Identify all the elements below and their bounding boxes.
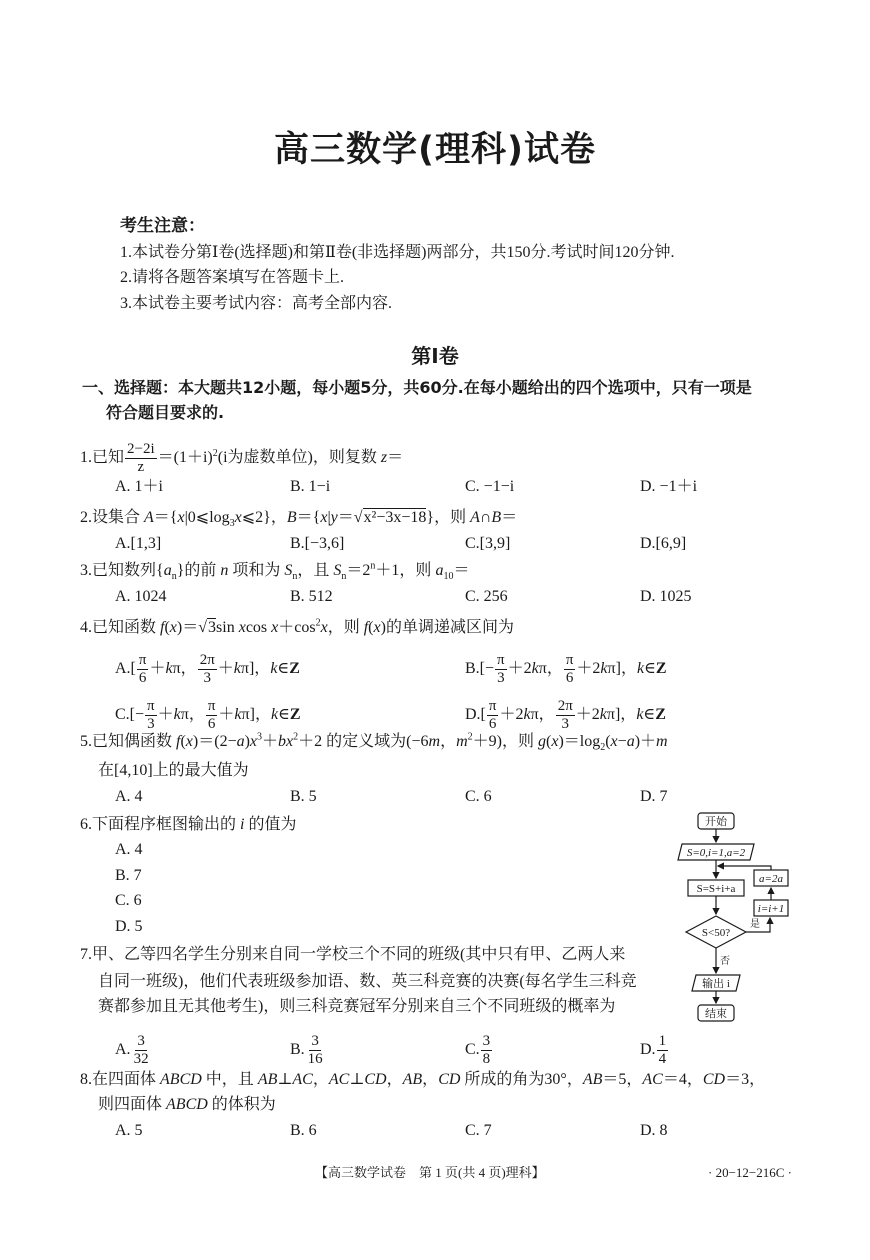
fraction bbox=[132, 1033, 151, 1068]
text-run: C. −1−i bbox=[465, 478, 515, 495]
subscript: 10 bbox=[443, 571, 454, 583]
text-run: π]， bbox=[606, 706, 637, 724]
text-run: B. 5 bbox=[290, 788, 317, 805]
condition-label: S<50? bbox=[701, 927, 731, 939]
denominator: 32 bbox=[133, 1051, 149, 1067]
math-variable: f bbox=[160, 619, 165, 636]
fraction bbox=[556, 698, 575, 733]
text-run: D.[ bbox=[465, 706, 486, 724]
numerator: 2π bbox=[557, 698, 573, 714]
text-run: ＋ bbox=[262, 733, 279, 750]
math-variable: A bbox=[470, 509, 480, 526]
math-variable: x bbox=[234, 509, 242, 526]
text-run: ＝2 bbox=[346, 562, 371, 579]
text-run: ( bbox=[180, 733, 186, 750]
question-5-stem-cont bbox=[98, 761, 249, 781]
option-c bbox=[115, 891, 142, 911]
numerator: 3 bbox=[311, 1033, 319, 1049]
numerator: 3 bbox=[482, 1033, 491, 1049]
numerator: π bbox=[565, 652, 574, 668]
part-heading: 第Ⅰ卷 bbox=[411, 344, 459, 368]
text-run: B. 6 bbox=[290, 1122, 317, 1139]
radicand: x²−3x−18 bbox=[363, 509, 427, 526]
text-run: 在[4,10]上的最大值为 bbox=[98, 762, 249, 779]
footer-page-info: 【高三数学试卷 第 1 页(共 4 页)理科】 bbox=[315, 1165, 545, 1180]
math-variable: k bbox=[636, 706, 644, 724]
fraction bbox=[495, 652, 507, 687]
math-variable: x bbox=[320, 509, 328, 526]
radicand: 3 bbox=[208, 619, 217, 636]
math-variable: k bbox=[270, 660, 278, 678]
math-variable: x bbox=[177, 509, 185, 526]
text-run: C. 6 bbox=[465, 788, 492, 805]
text-run: B.[− bbox=[465, 660, 495, 678]
text-run: ＝{ bbox=[296, 509, 321, 526]
text-run: A. 4 bbox=[115, 841, 143, 858]
superscript: 2 bbox=[293, 731, 299, 743]
text-run: ( bbox=[368, 619, 374, 636]
question-5-stem bbox=[80, 732, 668, 752]
superscript: 2 bbox=[315, 617, 321, 629]
math-variable: S bbox=[284, 562, 293, 579]
superscript: n bbox=[370, 560, 376, 572]
denominator: 3 bbox=[203, 670, 211, 686]
math-variable: AC bbox=[328, 1071, 350, 1088]
inc-i-label: i=i+1 bbox=[757, 903, 785, 915]
option-c bbox=[115, 698, 301, 733]
text-run: ＝5， bbox=[602, 1071, 643, 1088]
text-run: ＋2 bbox=[575, 706, 600, 724]
text-run: A. 5 bbox=[115, 1122, 143, 1139]
numerator: 3 bbox=[137, 1033, 145, 1049]
fraction bbox=[198, 652, 217, 687]
fraction bbox=[487, 698, 499, 733]
text-run: }的前 bbox=[176, 562, 221, 579]
math-variable: k bbox=[234, 706, 242, 724]
text-run: ( bbox=[605, 733, 611, 750]
option-a bbox=[115, 534, 161, 554]
option-d bbox=[640, 1121, 668, 1141]
math-variable: n bbox=[220, 562, 229, 579]
question-7-stem bbox=[80, 945, 625, 965]
start-label: 开始 bbox=[705, 816, 727, 828]
option-d bbox=[640, 534, 686, 554]
math-variable: CD bbox=[438, 1071, 461, 1088]
text-run: C. 6 bbox=[115, 892, 142, 909]
numerator: π bbox=[138, 652, 147, 668]
text-run: ＋cos bbox=[278, 619, 316, 636]
text-run: )的单调递减区间为 bbox=[380, 619, 514, 636]
denominator: 3 bbox=[497, 670, 505, 686]
fraction bbox=[481, 1033, 493, 1068]
option-a bbox=[115, 477, 163, 497]
math-variable: x bbox=[610, 733, 618, 750]
text-run: 所成的角为30°， bbox=[460, 1071, 583, 1088]
option-b bbox=[290, 587, 333, 607]
text-run: ＝ bbox=[501, 509, 518, 526]
text-run: ＝ bbox=[387, 449, 404, 467]
notice-heading: 考生注意： bbox=[120, 216, 205, 236]
math-variable: x bbox=[238, 619, 246, 636]
question-1-stem bbox=[80, 441, 403, 476]
update-s-label: S=S+i+a bbox=[696, 883, 736, 895]
math-variable: a bbox=[435, 562, 444, 579]
math-variable: a bbox=[236, 733, 245, 750]
text-run: ＝4， bbox=[662, 1071, 703, 1088]
fraction bbox=[306, 1033, 325, 1068]
text-run: π]， bbox=[241, 706, 271, 724]
question-8-stem bbox=[80, 1070, 765, 1090]
option-d bbox=[465, 698, 666, 733]
option-a bbox=[115, 587, 167, 607]
text-run: ， bbox=[440, 733, 457, 750]
math-variable: ABCD bbox=[160, 1071, 202, 1088]
text-run: A. 1＋i bbox=[115, 478, 164, 495]
text-run: ， bbox=[422, 1071, 439, 1088]
text-run: ) bbox=[244, 733, 250, 750]
option-b bbox=[290, 787, 317, 807]
yes-label: 是 bbox=[750, 919, 760, 930]
text-run: ＝√ bbox=[337, 509, 363, 526]
text-run: B. 7 bbox=[115, 867, 142, 884]
text-run: D. −1＋i bbox=[640, 478, 698, 495]
text-run: ( bbox=[164, 619, 170, 636]
math-set: Z bbox=[289, 706, 301, 724]
math-variable: y bbox=[330, 509, 338, 526]
text-run: A. 4 bbox=[115, 788, 143, 805]
text-run: 则四面体 bbox=[98, 1096, 167, 1113]
fraction bbox=[206, 698, 218, 733]
option-a bbox=[115, 1121, 143, 1141]
option-b bbox=[290, 1121, 317, 1141]
notice-item: 1.本试卷分第Ⅰ卷(选择题)和第Ⅱ卷(非选择题)两部分，共150分.考试时间120分钟. bbox=[120, 244, 675, 261]
question-7-stem-cont bbox=[98, 997, 615, 1017]
superscript: 3 bbox=[257, 731, 263, 743]
double-a-label: a=2a bbox=[759, 873, 783, 885]
text-run: 自同一班级)，他们代表班级参加语、数、英三科竞赛的决赛(每名学生三科竞 bbox=[98, 973, 637, 990]
numerator: 2−2i bbox=[127, 441, 155, 457]
denominator: 6 bbox=[138, 670, 147, 686]
text-run: 的值为 bbox=[244, 816, 297, 833]
text-run: ＋2 bbox=[576, 660, 601, 678]
math-variable: z bbox=[380, 449, 388, 467]
text-run: 的体积为 bbox=[207, 1096, 276, 1113]
text-run: ＝(1＋i) bbox=[157, 449, 213, 467]
text-run: B.[−3,6] bbox=[290, 535, 345, 552]
math-variable: k bbox=[599, 706, 607, 724]
text-run: D. 1025 bbox=[640, 588, 692, 605]
math-variable: k bbox=[233, 660, 241, 678]
math-variable: x bbox=[551, 733, 559, 750]
option-d bbox=[640, 787, 668, 807]
text-run: sin bbox=[216, 619, 239, 636]
option-c bbox=[465, 1121, 492, 1141]
option-d bbox=[640, 477, 697, 497]
question-3-stem bbox=[80, 561, 469, 581]
text-run: π， bbox=[172, 660, 197, 678]
option-c bbox=[465, 787, 492, 807]
text-run: ＋9)，则 bbox=[472, 733, 538, 750]
text-run: ，则 bbox=[327, 619, 364, 636]
math-variable: a bbox=[163, 562, 172, 579]
text-run: C.[− bbox=[115, 706, 145, 724]
text-run: ， bbox=[386, 1071, 403, 1088]
math-variable: m bbox=[656, 733, 668, 750]
end-label: 结束 bbox=[705, 1008, 727, 1020]
fraction bbox=[145, 698, 157, 733]
denominator: 8 bbox=[482, 1051, 491, 1067]
math-variable: k bbox=[523, 706, 531, 724]
math-variable: m bbox=[428, 733, 441, 750]
math-variable: k bbox=[600, 660, 608, 678]
text-run: ⩽2}， bbox=[241, 509, 287, 526]
text-run: ( bbox=[546, 733, 552, 750]
math-variable: x bbox=[320, 619, 328, 636]
text-run: C. 256 bbox=[465, 588, 508, 605]
math-variable: k bbox=[270, 706, 279, 724]
text-run: ＋ bbox=[218, 706, 235, 724]
section-instructions: 一、选择题：本大题共12小题，每小题5分，共60分.在每小题给出的四个选项中，只有一项是 bbox=[82, 378, 752, 397]
fraction bbox=[657, 1033, 669, 1068]
math-set: Z bbox=[655, 660, 667, 678]
math-variable: B bbox=[286, 509, 297, 526]
text-run: 7.甲、乙等四名学生分别来自同一学校三个不同的班级(其中只有甲、乙两人来 bbox=[80, 946, 626, 963]
text-run: 8.在四面体 bbox=[80, 1071, 161, 1088]
option-d bbox=[640, 1033, 669, 1068]
subscript: 2 bbox=[600, 742, 606, 754]
math-variable: f bbox=[176, 733, 181, 750]
math-variable: x bbox=[373, 619, 381, 636]
math-variable: i bbox=[240, 816, 245, 833]
denominator: 3 bbox=[561, 716, 569, 732]
math-variable: f bbox=[363, 619, 369, 636]
output-label: 输出 i bbox=[702, 978, 730, 990]
text-run: A.[ bbox=[115, 660, 136, 678]
text-run: )＋ bbox=[634, 733, 657, 750]
text-run: ＋ bbox=[217, 660, 234, 678]
text-run: C.[3,9] bbox=[465, 535, 511, 552]
option-c bbox=[465, 477, 514, 497]
text-run: B. bbox=[290, 1041, 305, 1059]
option-d bbox=[640, 587, 692, 607]
text-run: ＋2 bbox=[499, 706, 524, 724]
question-6-stem bbox=[80, 815, 296, 835]
option-b bbox=[115, 866, 142, 886]
section-instructions-cont: 符合题目要求的. bbox=[106, 403, 225, 422]
text-run: )＝√ bbox=[176, 619, 208, 636]
fraction bbox=[125, 441, 157, 476]
math-variable: x bbox=[271, 619, 279, 636]
numerator: π bbox=[147, 698, 155, 714]
numerator: π bbox=[497, 652, 505, 668]
math-variable: CD bbox=[364, 1071, 387, 1088]
text-run: D. 8 bbox=[640, 1122, 668, 1139]
option-a bbox=[115, 652, 300, 687]
text-run: π]， bbox=[607, 660, 637, 678]
text-run: ， bbox=[312, 1071, 329, 1088]
numerator: π bbox=[207, 698, 216, 714]
text-run: π， bbox=[530, 706, 555, 724]
program-flowchart bbox=[670, 808, 790, 1028]
text-run: 中，且 bbox=[201, 1071, 258, 1088]
denominator: 6 bbox=[207, 716, 216, 732]
text-run: 6.下面程序框图输出的 bbox=[80, 816, 241, 833]
math-variable: bx bbox=[278, 733, 294, 750]
option-d bbox=[115, 917, 143, 937]
math-variable: k bbox=[636, 660, 645, 678]
subscript: n bbox=[292, 571, 298, 583]
text-run: cos bbox=[245, 619, 272, 636]
math-variable: AB bbox=[402, 1071, 423, 1088]
question-8-stem-cont bbox=[98, 1095, 276, 1115]
math-variable: AB bbox=[257, 1071, 278, 1088]
math-variable: B bbox=[491, 509, 502, 526]
text-run: D. bbox=[640, 1041, 656, 1059]
math-set: Z bbox=[655, 706, 666, 724]
math-variable: x bbox=[169, 619, 177, 636]
footer-code: · 20−12−216C · bbox=[708, 1165, 792, 1180]
option-c bbox=[465, 1033, 493, 1068]
text-run: A. 1024 bbox=[115, 588, 167, 605]
option-a bbox=[115, 1033, 152, 1068]
text-run: ，且 bbox=[297, 562, 334, 579]
question-2-stem bbox=[80, 508, 517, 528]
text-run: D. 7 bbox=[640, 788, 668, 805]
text-run: ＋1，则 bbox=[375, 562, 436, 579]
math-variable: ABCD bbox=[166, 1096, 208, 1113]
text-run: ＝3， bbox=[725, 1071, 766, 1088]
subscript: n bbox=[171, 571, 177, 583]
fraction bbox=[137, 652, 149, 687]
text-run: | bbox=[327, 509, 331, 526]
math-variable: g bbox=[538, 733, 546, 750]
math-variable: AC bbox=[292, 1071, 313, 1088]
text-run: |0⩽log bbox=[184, 509, 230, 526]
math-set: Z bbox=[289, 660, 300, 678]
superscript: 2 bbox=[212, 447, 218, 459]
text-run: ⊥ bbox=[349, 1071, 365, 1088]
math-variable: AC bbox=[642, 1071, 663, 1088]
text-run: B. 512 bbox=[290, 588, 333, 605]
text-run: ＋2 bbox=[507, 660, 532, 678]
text-run: ＋ bbox=[157, 706, 174, 724]
denominator: 3 bbox=[147, 716, 155, 732]
page-title: 高三数学(理科)试卷 bbox=[274, 130, 596, 170]
option-a bbox=[115, 787, 143, 807]
text-run: (i为虚数单位)，则复数 bbox=[217, 449, 381, 467]
math-variable: CD bbox=[702, 1071, 726, 1088]
math-variable: k bbox=[165, 660, 173, 678]
text-run: ∈ bbox=[643, 706, 656, 724]
math-variable: x bbox=[249, 733, 258, 750]
text-run: A. bbox=[115, 1041, 131, 1059]
math-variable: A bbox=[144, 509, 154, 526]
fraction bbox=[564, 652, 576, 687]
text-run: C. 7 bbox=[465, 1122, 492, 1139]
math-variable: S bbox=[333, 562, 342, 579]
option-b bbox=[465, 652, 667, 687]
text-run: )＝(2− bbox=[192, 733, 237, 750]
text-run: 赛都参加且无其他考生)，则三科竞赛冠军分别来自三个不同班级的概率为 bbox=[98, 998, 616, 1015]
text-run: ＋2 的定义域为(−6 bbox=[298, 733, 429, 750]
denominator: 4 bbox=[658, 1051, 667, 1067]
notice-item: 3.本试卷主要考试内容：高考全部内容. bbox=[120, 295, 393, 312]
text-run: 1.已知 bbox=[80, 449, 125, 467]
math-variable: AB bbox=[582, 1071, 603, 1088]
denominator: z bbox=[137, 459, 145, 475]
math-variable: k bbox=[531, 660, 539, 678]
text-run: )＝log bbox=[558, 733, 601, 750]
subscript: n bbox=[341, 571, 347, 583]
question-7-stem-cont bbox=[98, 972, 637, 992]
option-a bbox=[115, 840, 143, 860]
text-run: }，则 bbox=[426, 509, 471, 526]
text-run: 3.已知数列{ bbox=[80, 562, 164, 579]
init-label: S=0,i=1,a=2 bbox=[686, 847, 746, 859]
text-run: π， bbox=[538, 660, 563, 678]
subscript: 3 bbox=[229, 518, 235, 530]
option-b bbox=[290, 534, 344, 554]
notice-item: 2.请将各题答案填写在答题卡上. bbox=[120, 269, 345, 286]
text-run: ∩ bbox=[479, 509, 492, 526]
text-run: ＝ bbox=[453, 562, 470, 579]
text-run: D.[6,9] bbox=[640, 535, 687, 552]
text-run: 5.已知偶函数 bbox=[80, 733, 177, 750]
text-run: ⊥ bbox=[277, 1071, 293, 1088]
text-run: 项和为 bbox=[228, 562, 285, 579]
option-c bbox=[465, 587, 508, 607]
math-variable: a bbox=[626, 733, 635, 750]
text-run: 4.已知函数 bbox=[80, 619, 161, 636]
text-run: D. 5 bbox=[115, 918, 143, 935]
numerator: π bbox=[488, 698, 497, 714]
text-run: π， bbox=[180, 706, 205, 724]
numerator: 2π bbox=[199, 652, 215, 668]
denominator: 6 bbox=[488, 716, 497, 732]
numerator: 1 bbox=[658, 1033, 667, 1049]
no-label: 否 bbox=[720, 956, 730, 967]
option-b bbox=[290, 477, 330, 497]
math-variable: k bbox=[173, 706, 181, 724]
question-4-stem bbox=[80, 618, 514, 638]
option-c bbox=[465, 534, 510, 554]
option-b bbox=[290, 1033, 326, 1068]
superscript: 2 bbox=[467, 731, 473, 743]
text-run: ∈ bbox=[277, 660, 290, 678]
math-variable: m bbox=[456, 733, 468, 750]
text-run: − bbox=[617, 733, 627, 750]
text-run: ＝{ bbox=[153, 509, 178, 526]
text-run: C. bbox=[465, 1041, 480, 1059]
denominator: 6 bbox=[565, 670, 574, 686]
denominator: 16 bbox=[307, 1051, 323, 1067]
text-run: A.[1,3] bbox=[115, 535, 162, 552]
text-run: π]， bbox=[240, 660, 271, 678]
text-run: ＋ bbox=[149, 660, 166, 678]
text-run: B. 1−i bbox=[290, 478, 331, 495]
math-variable: x bbox=[185, 733, 193, 750]
text-run: ∈ bbox=[644, 660, 656, 678]
text-run: 2.设集合 bbox=[80, 509, 145, 526]
text-run: ∈ bbox=[278, 706, 290, 724]
